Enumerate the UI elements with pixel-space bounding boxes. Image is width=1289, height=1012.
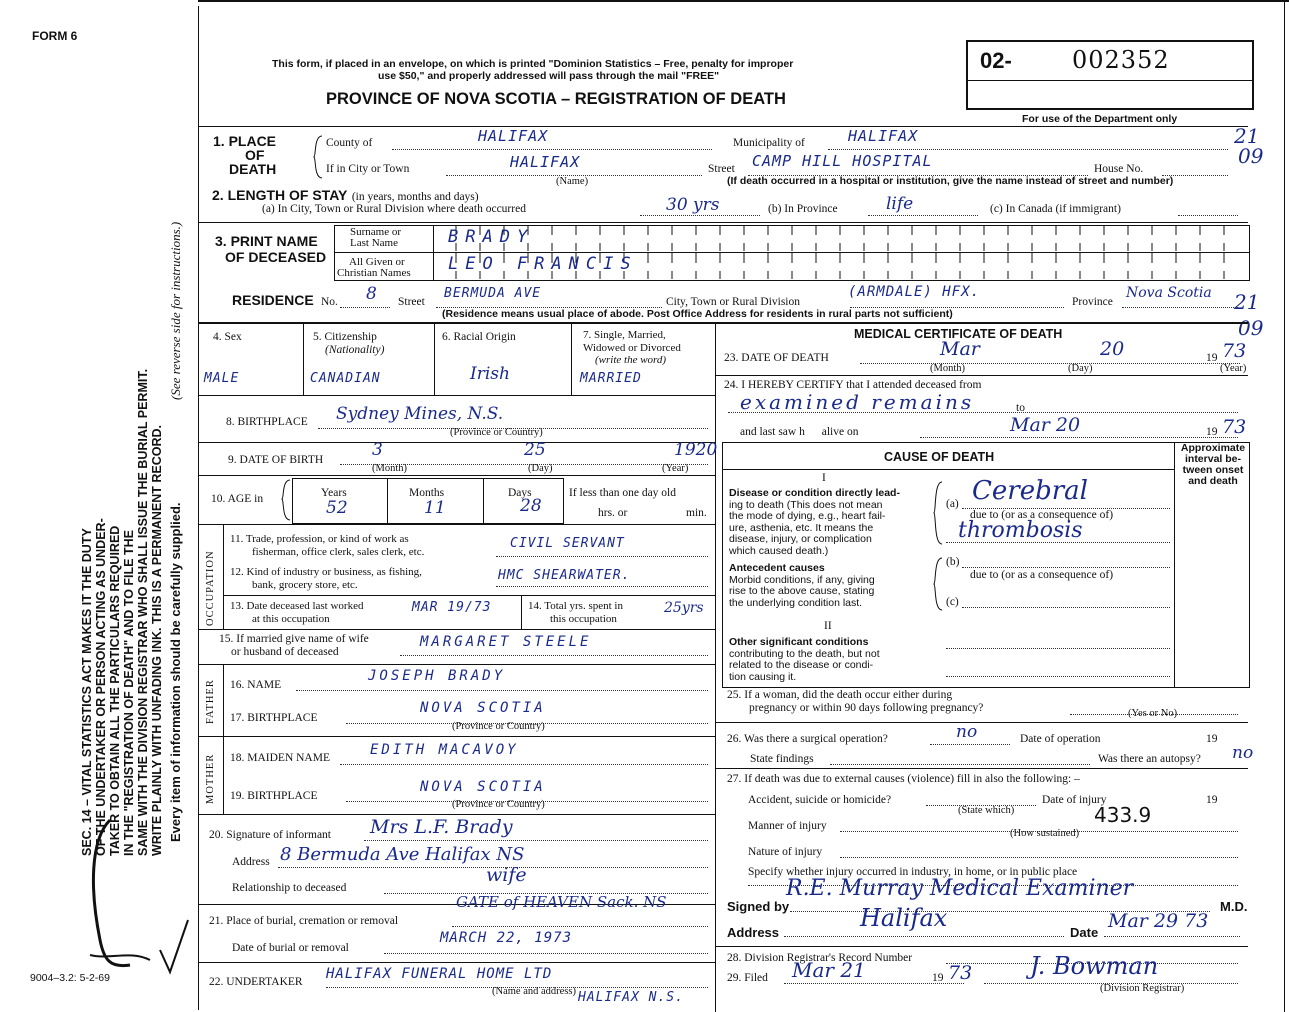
total-years-value: 25yrs (664, 600, 704, 616)
cause-a-bracket (932, 480, 944, 546)
residence-province-value: Nova Scotia (1126, 285, 1212, 301)
last-saw-year: 73 (1222, 416, 1247, 438)
spouse-value: MARGARET STEELE (420, 634, 592, 650)
sex-label: 4. Sex (213, 331, 242, 343)
filed-value: Mar 21 (792, 958, 866, 982)
residence-province-label: Province (1072, 296, 1113, 308)
father-birthplace-label: 17. BIRTHPLACE (230, 712, 318, 724)
residence-no-value: 8 (366, 284, 377, 304)
father-birthplace-value: NOVA SCOTIA (420, 700, 546, 716)
father-birthplace-caption: (Province or Country) (452, 721, 545, 732)
dept-code-4: 09 (1238, 316, 1264, 340)
dept-code-433: 433.9 (1094, 803, 1152, 827)
sex-value: MALE (204, 371, 240, 386)
cause-a-label: (a) (946, 498, 959, 510)
hrs-label: hrs. or (598, 507, 628, 519)
total-years-label: 14. Total yrs. spent in this occupation (528, 600, 623, 625)
age-bracket (280, 478, 292, 522)
reg-number: 002352 (1072, 46, 1170, 74)
residence-street-label: Street (398, 296, 425, 308)
dod-year-prefix: 19 (1206, 352, 1218, 364)
dob-month: 3 (372, 440, 383, 460)
filed-year-prefix: 19 (932, 972, 944, 984)
mother-birthplace-value: NOVA SCOTIA (420, 779, 546, 795)
occupation-side-label: OCCUPATION (205, 550, 216, 626)
relationship-label: Relationship to deceased (232, 882, 347, 894)
burial-place-value: GATE of HEAVEN Sack. NS (456, 893, 667, 911)
dept-code-3: 21 (1234, 290, 1260, 314)
business-value: HMC SHEARWATER. (498, 568, 631, 583)
q29-label: 29. Filed (727, 972, 768, 984)
city-name-caption: (Name) (556, 176, 589, 187)
reverse-side-note: (See reverse side for instructions.) (168, 221, 183, 400)
registration-number-box (966, 40, 1254, 110)
informant-signature-label: 20. Signature of informant (209, 829, 332, 841)
operation-date-label: Date of operation (1020, 733, 1101, 745)
marital-status-value: MARRIED (580, 371, 642, 386)
filed-year: 73 (948, 962, 973, 984)
undertaker-value: HALIFAX FUNERAL HOME LTD (326, 966, 553, 982)
injury-date-year-prefix: 19 (1206, 794, 1218, 806)
q28-label: 28. Division Registrar's Record Number (727, 952, 913, 964)
trade-value: CIVIL SERVANT (510, 536, 625, 551)
direct-cause-label: Disease or condition directly lead- ing to death (This does not mean the mode of dying, e.g., heart fail- ure, asthenia, etc. It means the disease, injury, or complication which caused death.) (729, 487, 900, 557)
min-label: min. (686, 507, 707, 519)
how-sustained-caption: (How sustained) (1010, 828, 1080, 839)
op-date-year-prefix: 19 (1206, 733, 1218, 745)
dod-month-caption: (Month) (930, 363, 965, 374)
place-of-death-label: 1. PLACE OF DEATH (213, 133, 277, 177)
county-label: County of (326, 137, 373, 149)
father-name-label: 16. NAME (230, 679, 282, 691)
burial-date-value: MARCH 22, 1973 (440, 930, 573, 946)
state-which-caption: (State which) (958, 805, 1015, 816)
cause-a-value: Cerebral (972, 476, 1088, 506)
last-saw-year-prefix: 19 (1206, 426, 1218, 438)
age-years-value: 52 (326, 498, 348, 518)
last-saw-label: and last saw h alive on (740, 426, 859, 438)
date-of-death-day: 20 (1100, 338, 1125, 360)
last-saw-value: Mar 20 (1010, 414, 1081, 436)
burial-place-label: 21. Place of burial, cremation or removal (209, 915, 399, 927)
date-of-death-year: 73 (1222, 340, 1247, 362)
racial-origin-value: Irish (470, 364, 510, 384)
form-left-border (198, 6, 199, 1010)
part-one-label: I (822, 472, 826, 484)
surname-label: Surname or Last Name (350, 226, 402, 249)
residence-city-label: City, Town or Rural Division (666, 296, 801, 308)
medical-address-label: Address (727, 925, 780, 940)
accident-label: Accident, suicide or homicide? (748, 794, 892, 806)
age-years-label: Years (321, 487, 347, 499)
informant-signature-value: Mrs L.F. Brady (370, 816, 513, 838)
stay-c-label: (c) In Canada (if immigrant) (990, 203, 1121, 215)
residence-street-value: BERMUDA AVE (444, 286, 542, 301)
interval-heading: Approximate interval be- tween onset and death (1180, 442, 1246, 487)
due-to-b-label: due to (or as a consequence of) (970, 569, 1114, 581)
medical-certificate-title: MEDICAL CERTIFICATE OF DEATH (854, 327, 1063, 341)
birthplace-caption: (Province or Country) (450, 427, 543, 438)
dod-year-caption: (Year) (1220, 363, 1247, 374)
dod-day-caption: (Day) (1068, 363, 1093, 374)
cause-a2-value: thrombosis (958, 518, 1083, 543)
length-of-stay-heading: 2. LENGTH OF STAY (in years, months and days) (212, 187, 479, 203)
age-days-label: Days (508, 487, 532, 499)
dob-year: 1920 (674, 440, 718, 460)
autopsy-value: no (1232, 743, 1254, 763)
medical-date-value: Mar 29 73 (1108, 910, 1209, 932)
manner-label: Manner of injury (748, 820, 827, 832)
form-code: 9004–3.2: 5-2-69 (30, 972, 110, 984)
business-label: 12. Kind of industry or business, as fishing, bank, grocery store, etc. (230, 566, 422, 591)
racial-origin-label: 6. Racial Origin (442, 331, 516, 343)
q26-value: no (956, 722, 978, 742)
less-than-day-label: If less than one day old (569, 487, 676, 499)
mother-birthplace-label: 19. BIRTHPLACE (230, 790, 318, 802)
nature-label: Nature of injury (748, 846, 823, 858)
reg-prefix: 02- (980, 48, 1012, 73)
mother-name-label: 18. MAIDEN NAME (230, 752, 330, 764)
sec14-text-block: SEC. 14 – VITAL STATISTICS ACT MAKES IT THE DUTY OF THE UNDERTAKER OR PERSON ACTING AS UNDER- TAKER TO OBTAIN ALL THE PARTICULARS REQUIRED IN THE "REGISTRATION OF DEATH" AND TO FILE THE SAME WITH THE DIVISION REGISTRAR WHO SHALL ISSUE THE BURIAL PERMIT. WRITE PLAINLY WITH UNFADING INK. THIS IS A PERMANENT RECORD. (80, 368, 164, 856)
registrar-signature: J. Bowman (1030, 952, 1159, 980)
print-name-label: 3. PRINT NAME OF DECEASED (215, 233, 327, 265)
injury-date-label: Date of injury (1042, 794, 1107, 806)
specify-label: Specify whether injury occurred in industry, in home, or in public place (748, 866, 1078, 878)
q26-label: 26. Was there a surgical operation? (727, 733, 888, 745)
trade-label: 11. Trade, profession, or kind of work as fisherman, office clerk, sales clerk, etc. (230, 533, 425, 558)
birthplace-label: 8. BIRTHPLACE (226, 416, 308, 428)
medical-address-value: Halifax (860, 904, 948, 932)
place-bracket (312, 134, 324, 180)
form-right-border (1284, 0, 1285, 1012)
registrar-caption: (Division Registrar) (1100, 983, 1185, 994)
date-of-death-label: 23. DATE OF DEATH (724, 352, 829, 364)
certify-to-label: to (1016, 402, 1025, 414)
age-days-value: 28 (520, 496, 542, 516)
dob-month-caption: (Month) (372, 463, 407, 474)
date-of-death-month: Mar (940, 338, 980, 360)
city-label: If in City or Town (326, 163, 410, 175)
residence-no-label: No. (321, 296, 338, 308)
undertaker-city: HALIFAX N.S. (578, 990, 684, 1005)
undertaker-label: 22. UNDERTAKER (209, 976, 303, 988)
residence-label: RESIDENCE (232, 292, 314, 308)
mail-notice-line1: This form, if placed in an envelope, on which is printed "Dominion Statistics – Free, penalty for improper (272, 58, 794, 70)
mother-name-value: EDITH MACAVOY (370, 742, 519, 758)
other-conditions-label: Other significant conditions contributing to the death, but not related to the disease or condi- tion causing it. (729, 636, 880, 683)
county-value: HALIFAX (478, 127, 549, 145)
form-top-border (198, 0, 1289, 2)
father-side-label: FATHER (205, 679, 216, 724)
residence-city-value: (ARMDALE) HFX. (848, 284, 981, 300)
undertaker-caption: (Name and address) (492, 986, 576, 997)
part-two-label: II (824, 620, 832, 632)
q27-label: 27. If death was due to external causes (violence) fill in also the following: – (727, 773, 1080, 785)
institution-note: (If death occurred in a hospital or institution, give the name instead of street and number) (727, 175, 1174, 187)
cause-of-death-title: CAUSE OF DEATH (884, 450, 995, 464)
medical-date-label: Date (1070, 925, 1099, 940)
age-label: 10. AGE in (211, 493, 264, 505)
residence-note: (Residence means usual place of abode. Post Office Address for residents in rural parts not sufficient) (442, 308, 953, 320)
cause-bc-bracket (932, 556, 944, 612)
house-no-label: House No. (1094, 163, 1144, 175)
spouse-label: 15. If married give name of wife or husband of deceased (219, 633, 369, 658)
form-number: FORM 6 (32, 29, 78, 43)
dept-code-2: 09 (1238, 144, 1264, 168)
dob-day-caption: (Day) (528, 463, 553, 474)
relationship-value: wife (486, 864, 527, 886)
birthplace-value: Sydney Mines, N.S. (336, 404, 504, 424)
certify-value: examined remains (740, 390, 975, 414)
handwritten-l-mark (70, 800, 190, 980)
due-to-a-label: due to (or as a consequence of) (970, 509, 1114, 521)
cause-c-label: (c) (946, 596, 959, 608)
municipality-value: HALIFAX (848, 127, 919, 145)
md-label: M.D. (1220, 899, 1248, 914)
city-value: HALIFAX (510, 153, 581, 171)
stay-b-label: (b) In Province (768, 203, 838, 215)
last-worked-value: MAR 19/73 (412, 600, 492, 615)
street-value: CAMP HILL HOSPITAL (752, 152, 933, 170)
age-months-value: 11 (424, 498, 446, 518)
mother-side-label: MOTHER (205, 753, 216, 804)
q25-label: 25. If a woman, did the death occur either during pregnancy or within 90 days following pregnancy? (727, 689, 984, 714)
marital-status-label: 7. Single, Married, Widowed or Divorced (write the word) (583, 329, 681, 366)
certify-label: 24. I HEREBY CERTIFY that I attended deceased from (724, 379, 982, 391)
stay-a-label: (a) In City, Town or Rural Division where death occurred (262, 203, 526, 215)
citizenship-value: CANADIAN (310, 371, 381, 386)
dob-year-caption: (Year) (662, 463, 689, 474)
antecedent-label: Antecedent causes Morbid conditions, if any, giving rise to the above cause, stating the underlying condition last. (729, 562, 875, 609)
signed-by-label: Signed by (727, 899, 790, 914)
center-divider (715, 323, 716, 1012)
mother-birthplace-caption: (Province or Country) (452, 799, 545, 810)
findings-label: State findings (750, 753, 814, 765)
stay-a-value: 30 yrs (666, 195, 720, 215)
yes-no-caption: (Yes or No) (1128, 708, 1178, 719)
mail-notice-line2: use $50," and properly addressed will pass through the mail "FREE" (378, 70, 720, 82)
every-item-note: Every item of information should be carefully supplied. (168, 502, 183, 842)
signed-by-value: R.E. Murray Medical Examiner (786, 876, 1134, 901)
dept-code-1: 21 (1234, 124, 1260, 148)
father-name-value: JOSEPH BRADY (368, 668, 506, 684)
dob-day: 25 (524, 440, 546, 460)
street-label: Street (708, 163, 735, 175)
page-title: PROVINCE OF NOVA SCOTIA – REGISTRATION OF DEATH (326, 90, 786, 108)
given-names-label: All Given or Christian Names (337, 256, 411, 279)
given-names-value: LEO FRANCIS (448, 254, 638, 274)
autopsy-label: Was there an autopsy? (1098, 753, 1201, 765)
citizenship-label: 5. Citizenship (Nationality) (313, 331, 385, 356)
last-worked-label: 13. Date deceased last worked at this occupation (230, 600, 364, 625)
informant-address-label: Address (232, 856, 270, 868)
burial-date-label: Date of burial or removal (232, 942, 349, 954)
dob-label: 9. DATE OF BIRTH (228, 454, 324, 466)
municipality-label: Municipality of (733, 137, 805, 149)
informant-address-value: 8 Bermuda Ave Halifax NS (280, 844, 525, 865)
surname-value: BRADY (448, 227, 535, 247)
stay-b-value: life (886, 194, 914, 214)
age-months-label: Months (409, 487, 445, 499)
cause-b-label: (b) (946, 556, 960, 568)
dept-use-note: For use of the Department only (1022, 113, 1178, 125)
